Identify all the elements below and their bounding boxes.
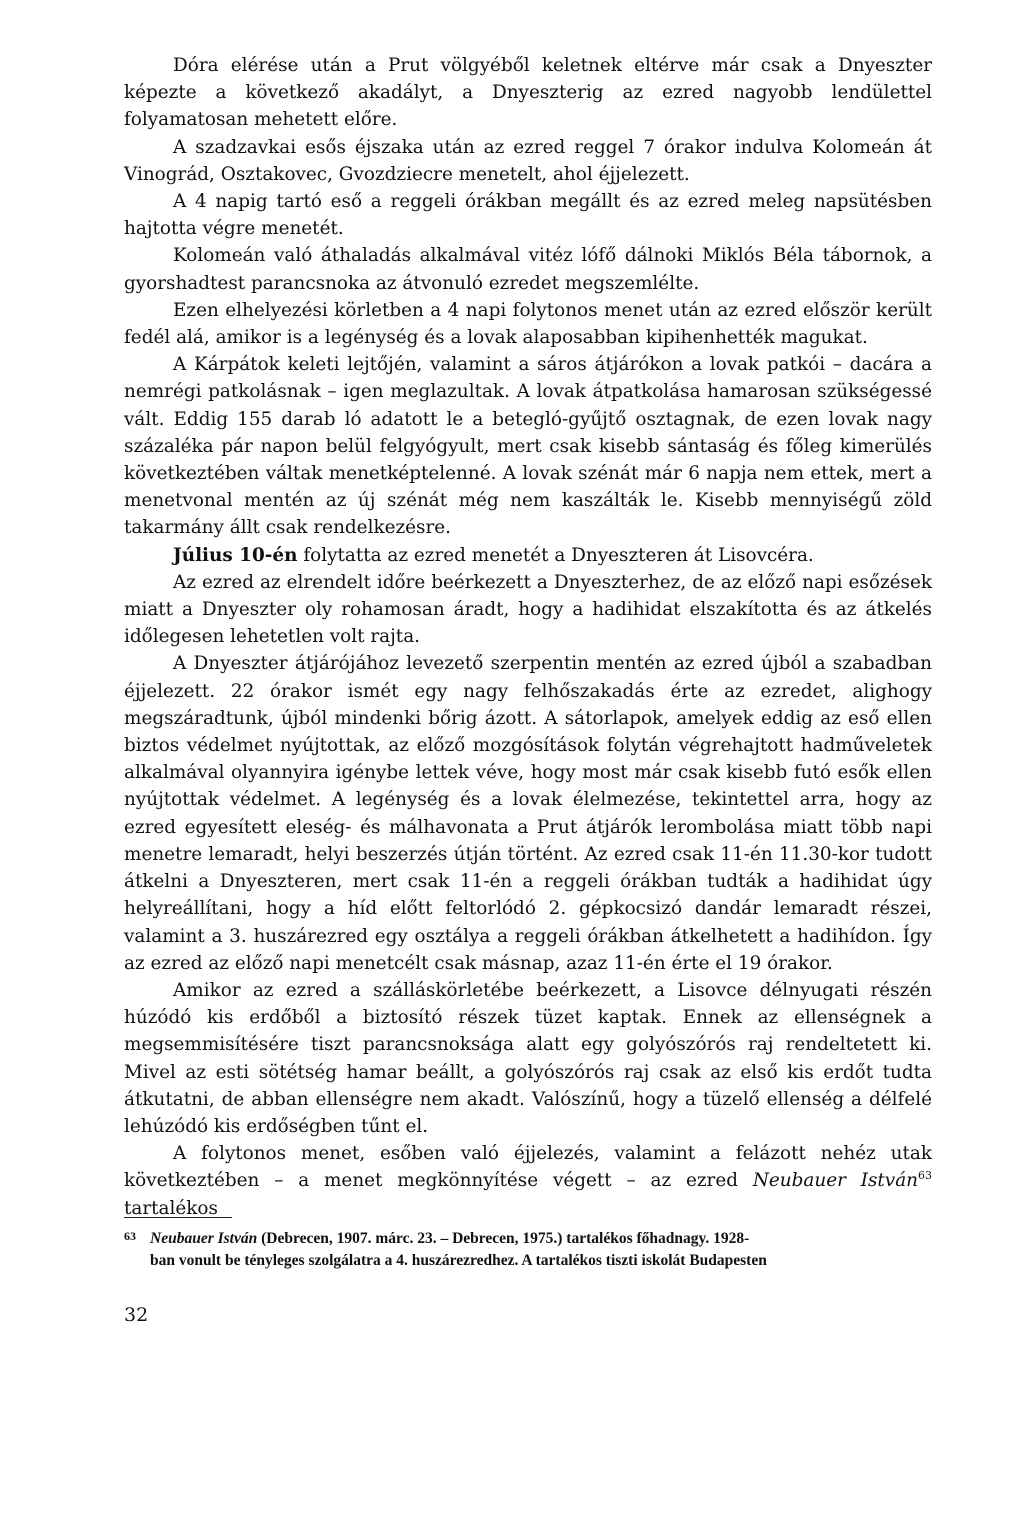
page-body <box>124 52 932 1222</box>
paragraph-9: A Dnyeszter átjárójához levezető szerpentin mentén az ezred újból a szabadban éjjelezett. 22 órakor ismét egy nagy felhőszakadás érte az ezredet, alighogy megszáradtunk, újból mindenki bőrig ázott. A sátorlapok, amelyek eddig az eső ellen biztos védelmet nyújtottak, az előző mozgósítások folytán végrehajtott hadműveletek alkalmával olyannyira igénybe lettek véve, hogy most már csak kisebb futó esők ellen nyújtottak védelmet. A legénység és a lovak élelmezése, tekintettel arra, hogy az ezred egyesített eleség- és málhavonata a Prut átjárók lerombolása miatt több napi menetre lemaradt, helyi beszerzés útján történt. Az ezred csak 11-én 11.30-kor tudott átkelni a Dnyeszteren, mert csak 11-én a reggeli órákban tudták a hadihidat úgy helyreállítani, hogy a híd előtt feltorlódó 2. gépkocsizó dandár lemaradt részei, valamint a 3. huszárezred egy osztálya a reggeli órákban átkelhetett a hadihídon. Így az ezred az előző napi menetcélt csak másnap, azaz 11-én érte el 19 órakor. <box>124 653 932 974</box>
footnote-line-1: (Debrecen, 1907. márc. 23. – Debrecen, 1975.) tartalékos főhadnagy. 1928- <box>257 1230 750 1247</box>
paragraph-6: A Kárpátok keleti lejtőjén, valamint a sáros átjárókon a lovak patkói – dacára a nemrégi patkolásnak – igen meglazultak. A lovak átpatkolása hamarosan szükségessé vált. Eddig 155 darab ló adatott le a betegló-gyűjtő osztagnak, de ezen lovak nagy százaléka pár napon belül felgyógyult, mert csak kisebb sántaság és főleg kimerülés következtében váltak menetképtelenné. A lovak szénát már 6 napja nem ettek, mert a menetvonal mentén az új szénát még nem kaszálták le. Kisebb mennyiségű zöld takarmány állt csak rendelkezésre. <box>124 354 932 539</box>
footnote-line-2: ban vonult be tényleges szolgálatra a 4. huszárezredhez. A tartalékos tiszti iskolát Budapesten <box>150 1252 767 1269</box>
paragraph-5: Ezen elhelyezési körletben a 4 napi folytonos menet után az ezred először került fedél alá, amikor is a legénység és a lovak alaposabban kipihenhették magukat. <box>124 299 932 349</box>
last-paragraph-start: A folytonos menet, esőben való éjjelezés, valamint a felázott nehéz utak következtében – a menet megkönnyítése végett – az ezred <box>124 1143 932 1192</box>
date-paragraph-text: folytatta az ezred menetét a Dnyeszteren át Lisovcéra. <box>297 544 814 566</box>
paragraph-2: A szadzavkai esős éjszaka után az ezred reggel 7 órakor indulva Kolomeán át Vinográd, Osztakovec, Gvozdziecre menetelt, ahol éjjelezett. <box>124 136 932 185</box>
paragraph-8: Az ezred az elrendelt időre beérkezett a Dnyeszterhez, de az előző napi esőzések miatt a Dnyeszter oly rohamosan áradt, hogy a hadihidat elszakította és az átkelés időlegesen lehetetlen volt rajta. <box>124 571 932 648</box>
last-paragraph-end: tartalékos <box>124 1197 218 1219</box>
footnote-ref: 63 <box>918 1169 933 1183</box>
paragraph-1: Dóra elérése után a Prut völgyéből keletnek eltérve már csak a Dnyeszter képezte a következő akadályt, a Dnyeszterig az ezred nagyobb lendülettel folyamatosan mehetett előre. <box>124 55 932 131</box>
footnote-mark: 63 <box>124 1229 136 1243</box>
date-heading: Július 10-én <box>173 544 298 566</box>
footnote-divider <box>124 1217 232 1218</box>
footnote-person-name: Neubauer István <box>150 1230 258 1247</box>
last-paragraph <box>124 1140 932 1222</box>
paragraph-4: Kolomeán való áthaladás alkalmával vitéz lófő dálnoki Miklós Béla tábornok, a gyorshadtest parancsnoka az átvonuló ezredet megszemlélte. <box>124 245 932 294</box>
person-name: Neubauer István <box>752 1170 919 1192</box>
date-paragraph <box>124 542 932 569</box>
paragraph-3: A 4 napig tartó eső a reggeli órákban megállt és az ezred meleg napsütésben hajtotta végre menetét. <box>124 191 932 240</box>
page-number: 32 <box>124 1304 149 1326</box>
paragraph-10: Amikor az ezred a szálláskörletébe beérkezett, a Lisovce délnyugati részén húzódó kis erdőből a biztosító részek tüzet kaptak. Ennek az ellenségnek a megsemmisítésére tiszt parancsnoksága alatt egy golyószórós raj rendeltetett ki. Mivel az esti sötétség hamar beállt, a golyószórós raj csak az első kis erdőt tudta átkutatni, de abban ellenségre nem akadt. Valószínű, hogy a tüzelő ellenség a délfelé lehúzódó kis erdőségben tűnt el. <box>124 979 932 1137</box>
footnote <box>124 1228 932 1272</box>
